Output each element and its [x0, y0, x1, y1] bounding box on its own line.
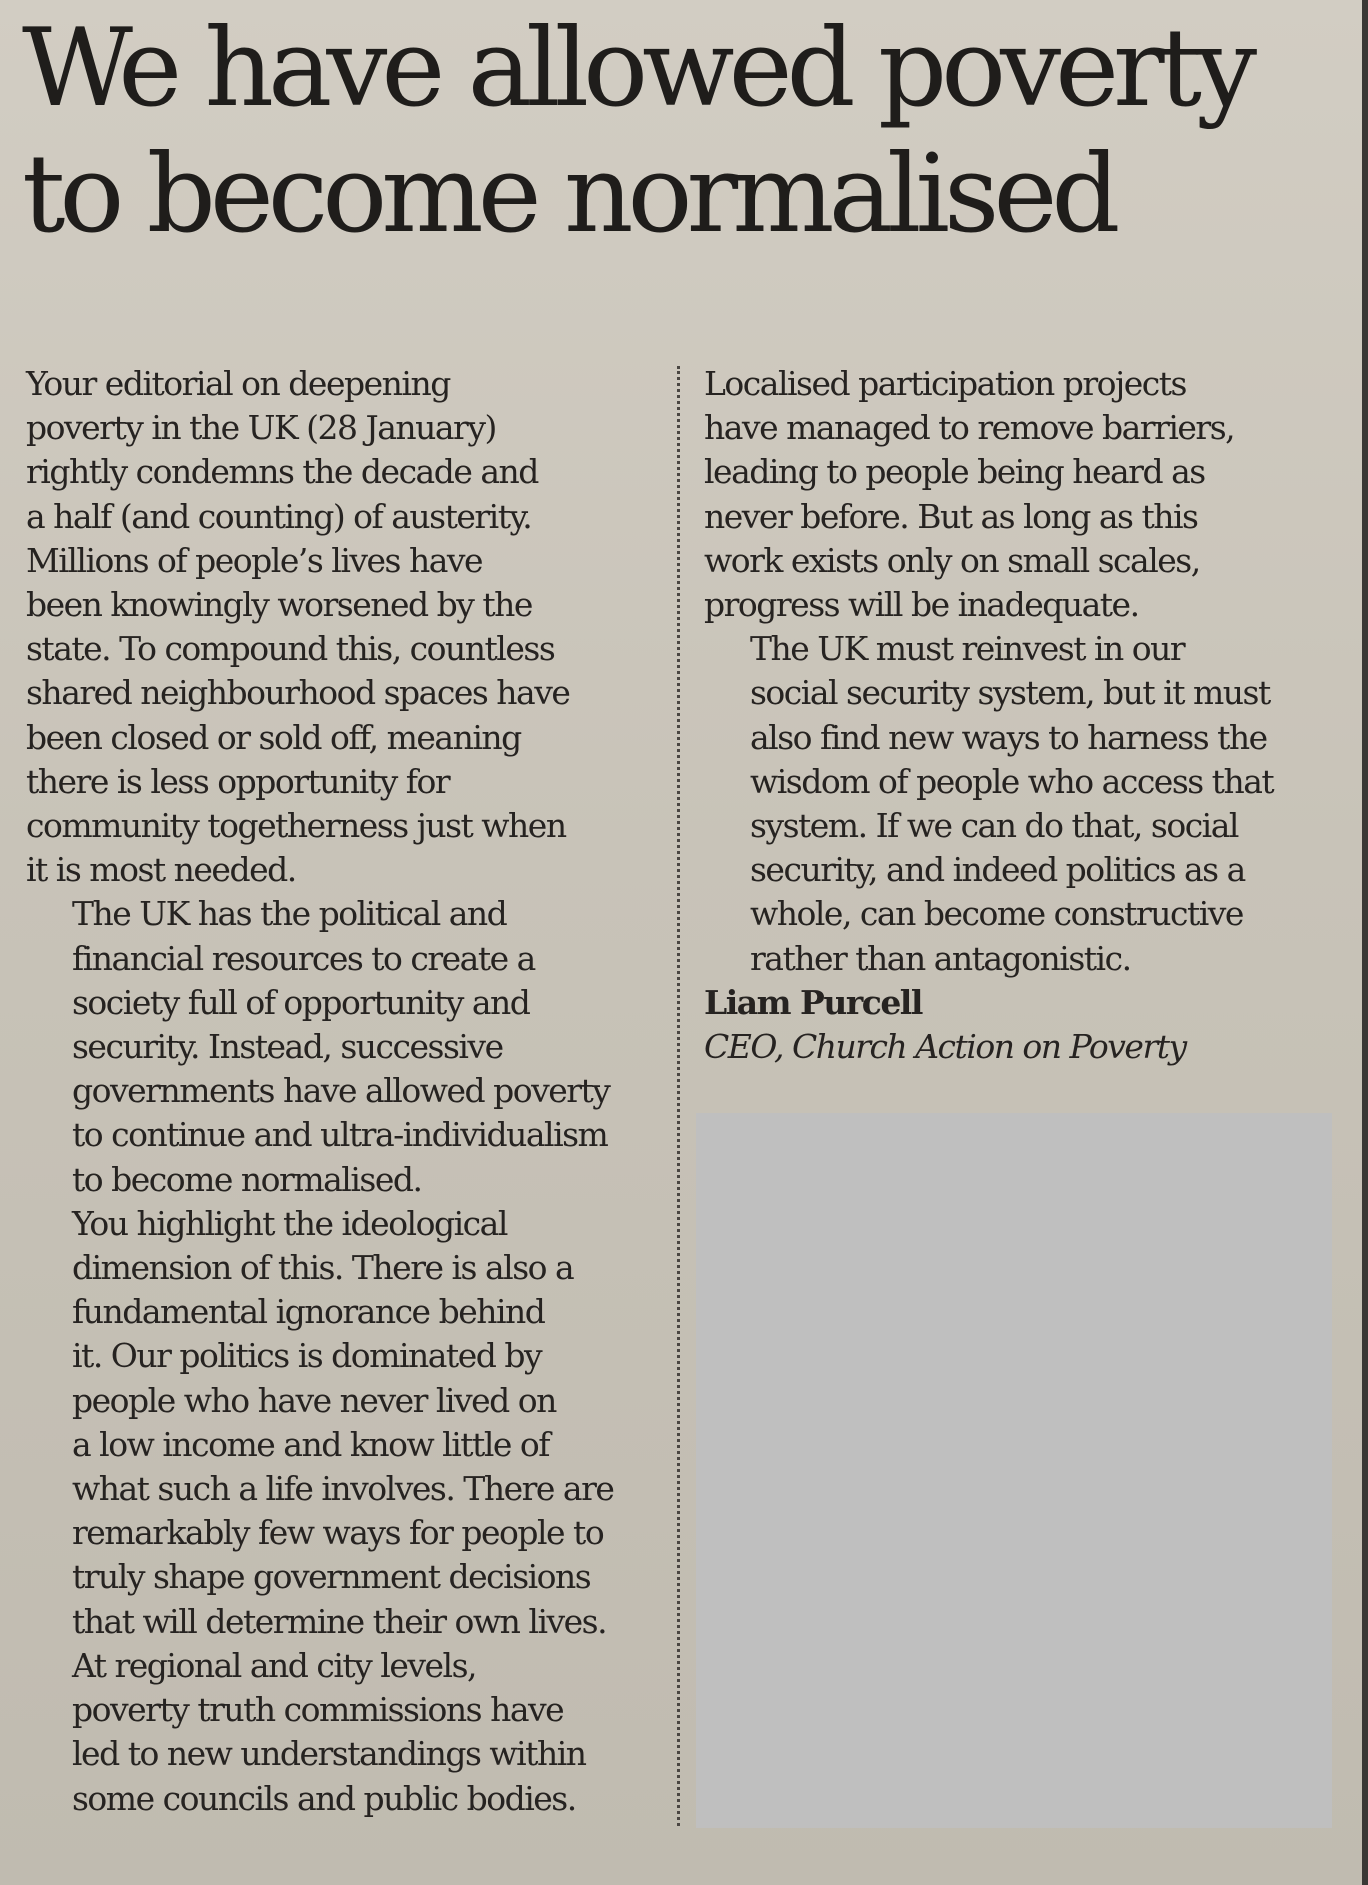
text-line: security. Instead, successive	[72, 1027, 503, 1067]
text-line: work exists only on small scales,	[704, 540, 1200, 580]
text-line: At regional and city levels,	[72, 1645, 477, 1685]
column-divider	[677, 366, 680, 1826]
text-line: poverty truth commissions have	[72, 1690, 564, 1730]
text-line: to become normalised.	[72, 1159, 422, 1199]
text-line: society full of opportunity and	[72, 982, 530, 1022]
text-line: a low income and know little of	[72, 1424, 549, 1464]
signature-role: CEO, Church Action on Poverty	[704, 1027, 1186, 1067]
paragraph	[704, 362, 1329, 627]
text-line: leading to people being heard as	[704, 452, 1205, 492]
text-line: led to new understandings within	[72, 1734, 586, 1774]
paragraph	[26, 362, 666, 892]
text-line: have managed to remove barriers,	[704, 408, 1235, 448]
text-line: poverty in the UK (28 January)	[26, 408, 496, 448]
page-edge	[1362, 0, 1368, 1885]
text-line: there is less opportunity for	[26, 761, 450, 801]
text-line: governments have allowed poverty	[72, 1071, 610, 1111]
text-line: community togetherness just when	[26, 806, 566, 846]
text-line: You highlight the ideological	[72, 1203, 507, 1243]
text-line: what such a life involves. There are	[72, 1469, 614, 1509]
right-column-body	[704, 362, 1329, 981]
text-line: The UK has the political and	[72, 894, 507, 934]
text-line: wisdom of people who access that	[750, 761, 1274, 801]
redacted-block	[696, 1113, 1332, 1828]
text-line: also find new ways to harness the	[750, 717, 1267, 757]
text-line: rather than antagonistic.	[750, 938, 1131, 978]
text-line: whole, can become constructive	[750, 894, 1243, 934]
text-line: it. Our politics is dominated by	[72, 1336, 542, 1376]
text-line: to continue and ultra-individualism	[72, 1115, 608, 1155]
text-line: truly shape government decisions	[72, 1557, 591, 1597]
text-line: social security system, but it must	[750, 673, 1270, 713]
text-line: The UK must reinvest in our	[750, 629, 1185, 669]
text-line: Localised participation projects	[704, 364, 1186, 403]
headline-line-1: We have allowed poverty	[22, 6, 1252, 131]
text-line: remarkably few ways for people to	[72, 1513, 604, 1553]
text-line: financial resources to create a	[72, 938, 535, 978]
text-line: people who have never lived on	[72, 1380, 556, 1420]
paragraph	[26, 1202, 666, 1644]
text-line: security, and indeed politics as a	[750, 850, 1245, 890]
headline	[22, 6, 1342, 258]
text-line: that will determine their own lives.	[72, 1601, 607, 1641]
text-line: shared neighbourhood spaces have	[26, 673, 570, 713]
text-line: rightly condemns the decade and	[26, 452, 538, 492]
text-line: fundamental ignorance behind	[72, 1292, 545, 1332]
text-line: state. To compound this, countless	[26, 629, 555, 669]
letter-column-right	[704, 362, 1329, 1069]
text-line: dimension of this. There is also a	[72, 1248, 574, 1288]
text-line: system. If we can do that, social	[750, 806, 1238, 846]
paragraph	[26, 1644, 666, 1821]
text-line: never before. But as long as this	[704, 496, 1198, 536]
text-line: been closed or sold off, meaning	[26, 717, 521, 757]
text-line: a half (and counting) of austerity.	[26, 496, 532, 536]
paragraph	[26, 892, 666, 1201]
text-line: it is most needed.	[26, 850, 296, 890]
letter-column-left	[26, 362, 666, 1821]
text-line: Your editorial on deepening	[26, 364, 450, 403]
paragraph	[704, 627, 1329, 981]
text-line: Millions of people’s lives have	[26, 540, 483, 580]
text-line: some councils and public bodies.	[72, 1778, 576, 1818]
signature-name: Liam Purcell	[704, 982, 922, 1022]
text-line: progress will be inadequate.	[704, 585, 1139, 625]
headline-line-2: to become normalised	[22, 132, 1115, 257]
text-line: been knowingly worsened by the	[26, 585, 532, 625]
